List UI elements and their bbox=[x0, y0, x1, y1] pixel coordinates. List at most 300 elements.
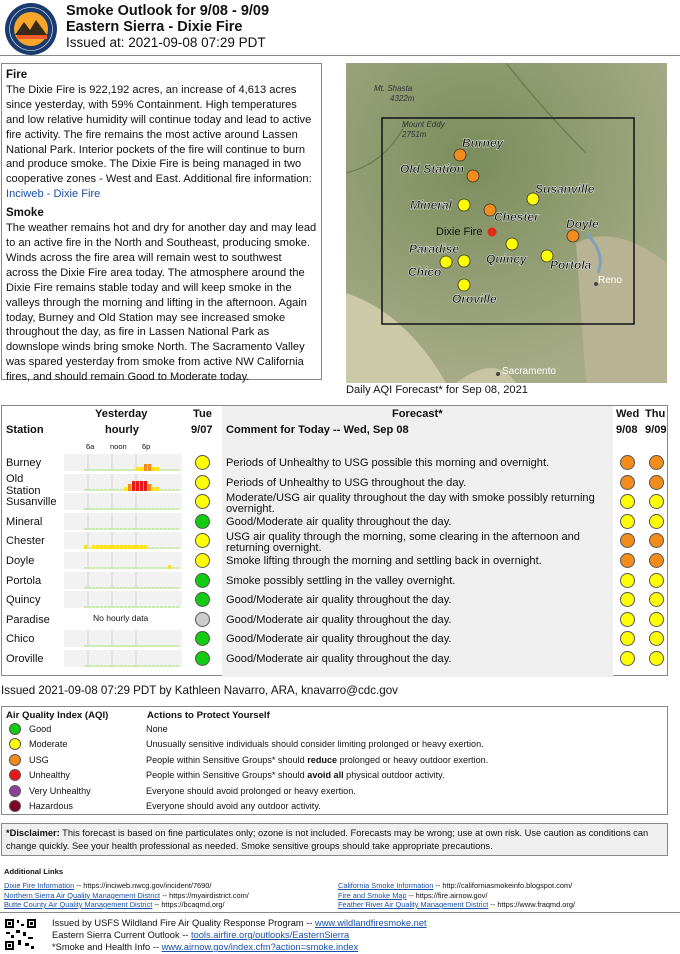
hourly-bar bbox=[100, 606, 103, 608]
station-name: Doyle bbox=[6, 555, 35, 567]
hourly-bar bbox=[132, 587, 135, 589]
aqi-action: Everyone should avoid prolonged or heavy exertion. bbox=[146, 785, 356, 796]
link-url: -- https://bcaqmd.org/ bbox=[152, 900, 225, 909]
hourly-bar bbox=[92, 645, 95, 647]
hourly-bar bbox=[88, 606, 91, 608]
link-item bbox=[4, 891, 249, 900]
link-url: -- https://inciweb.nwcg.gov/incident/7690/ bbox=[74, 881, 212, 890]
link-name[interactable]: Feather River Air Quality Management District bbox=[338, 900, 489, 909]
hourly-bar bbox=[160, 469, 163, 471]
hourly-bar bbox=[168, 489, 171, 491]
hourly-bar bbox=[156, 467, 159, 471]
hourly-bar bbox=[140, 567, 143, 569]
hourly-bar bbox=[136, 645, 139, 647]
hourly-bar bbox=[152, 606, 155, 608]
hourly-bar bbox=[172, 665, 175, 667]
hourly-bar bbox=[160, 547, 163, 549]
forecast-comment: Good/Moderate air quality throughout the day. bbox=[226, 613, 452, 626]
aqi-row bbox=[2, 753, 662, 768]
smoke-heading: Smoke bbox=[6, 207, 44, 220]
hourly-bar bbox=[148, 665, 151, 667]
hourly-bar bbox=[128, 484, 131, 491]
wed-aqi-dot bbox=[620, 631, 635, 646]
hourly-bar bbox=[136, 508, 139, 510]
hourly-bar bbox=[116, 508, 119, 510]
hourly-bar bbox=[132, 665, 135, 667]
hourly-bar bbox=[92, 587, 95, 589]
hourly-bar bbox=[104, 469, 107, 471]
tue-aqi-dot bbox=[195, 631, 210, 646]
dixie-fire-label: Dixie Fire bbox=[436, 226, 483, 238]
qr-code bbox=[4, 918, 37, 951]
forecast-comment: Periods of Unhealthy to USG possible this morning and overnight. bbox=[226, 457, 550, 469]
col-station: Station bbox=[6, 424, 44, 436]
forecast-comment: Good/Moderate air quality throughout the day. bbox=[226, 633, 452, 646]
hourly-sparkline bbox=[64, 630, 182, 647]
hourly-bar bbox=[124, 545, 127, 549]
hourly-sparkline bbox=[64, 454, 182, 471]
wed-aqi-dot bbox=[620, 514, 635, 529]
hourly-bar bbox=[88, 508, 91, 510]
hourly-bar bbox=[112, 665, 115, 667]
hourly-bar bbox=[132, 528, 135, 530]
hourly-bar bbox=[88, 567, 91, 569]
link-name[interactable]: Northern Sierra Air Quality Management District bbox=[4, 890, 161, 900]
hourly-bar bbox=[104, 567, 107, 569]
program-logo bbox=[3, 2, 59, 56]
hourly-bar bbox=[140, 587, 143, 589]
hourly-bar bbox=[84, 587, 87, 589]
spark-noon-label: noon bbox=[110, 442, 127, 451]
hourly-bar bbox=[136, 481, 139, 491]
link-name[interactable]: Dixie Fire Information bbox=[4, 881, 75, 890]
hourly-bar bbox=[104, 508, 107, 510]
hourly-bar bbox=[160, 665, 163, 667]
issued-time: Issued at: 2021-09-08 07:29 PDT bbox=[66, 35, 266, 50]
link-url: -- http://californiasmokeinfo.blogspot.com/ bbox=[433, 881, 573, 890]
forecast-comment: Good/Moderate air quality throughout the day. bbox=[226, 653, 452, 665]
hourly-bar bbox=[88, 489, 91, 491]
col-tue-date: 9/07 bbox=[191, 424, 213, 436]
hourly-bar bbox=[148, 567, 151, 569]
map-label-paradise: Paradise bbox=[409, 242, 460, 256]
aqi-action: People within Sensitive Groups* should avoid all physical outdoor activity. bbox=[146, 770, 445, 781]
hourly-bar bbox=[148, 606, 151, 608]
map-marker-mineral bbox=[458, 199, 470, 211]
mt-eddy-elevation: 2751m bbox=[402, 130, 427, 139]
map-label-chico: Chico bbox=[408, 265, 442, 279]
aqi-row bbox=[2, 737, 662, 752]
hourly-bar bbox=[148, 587, 151, 589]
hourly-bar bbox=[120, 528, 123, 530]
hourly-bar bbox=[108, 587, 111, 589]
hourly-bar bbox=[172, 528, 175, 530]
hourly-bar bbox=[176, 508, 179, 510]
hourly-bar bbox=[92, 528, 95, 530]
sacramento-label: Sacramento bbox=[502, 366, 556, 377]
hourly-bar bbox=[132, 567, 135, 569]
hourly-bar bbox=[128, 606, 131, 608]
spark-6a-label: 6a bbox=[86, 442, 95, 451]
forecast-row bbox=[2, 590, 667, 610]
hourly-bar bbox=[172, 645, 175, 647]
hourly-bar bbox=[176, 587, 179, 589]
map-label-susanville: Susanville bbox=[535, 182, 595, 196]
hourly-bar bbox=[156, 508, 159, 510]
map-marker-chico bbox=[458, 255, 470, 267]
hourly-bar bbox=[164, 567, 167, 569]
station-name: Paradise bbox=[6, 613, 50, 626]
wed-aqi-dot bbox=[620, 592, 635, 607]
hourly-bar bbox=[152, 528, 155, 530]
hourly-bar bbox=[124, 606, 127, 608]
aqi-color-dot bbox=[9, 723, 21, 735]
thu-aqi-dot bbox=[649, 455, 664, 470]
hourly-bar bbox=[84, 545, 87, 549]
hourly-bar bbox=[176, 665, 179, 667]
thu-aqi-dot bbox=[649, 494, 664, 509]
hourly-bar bbox=[148, 528, 151, 530]
col-wed: Wed bbox=[616, 408, 640, 420]
station-name: Susanville bbox=[6, 496, 57, 509]
hourly-bar bbox=[120, 508, 123, 510]
hourly-bar bbox=[88, 528, 91, 530]
col-hourly: hourly bbox=[105, 424, 139, 436]
thu-aqi-dot bbox=[649, 475, 664, 490]
header bbox=[0, 0, 680, 56]
hourly-bar bbox=[152, 547, 155, 549]
hourly-bar bbox=[108, 489, 111, 491]
hourly-bar bbox=[164, 528, 167, 530]
aqi-row bbox=[2, 768, 662, 783]
hourly-bar bbox=[176, 547, 179, 549]
hourly-bar bbox=[168, 606, 171, 608]
col-forecast: Forecast* bbox=[392, 408, 443, 420]
forecast-comment: Moderate/USG air quality throughout the day with smoke possibly returning overnight. bbox=[226, 492, 595, 516]
hourly-bar bbox=[144, 587, 147, 589]
hourly-bar bbox=[156, 547, 159, 549]
hourly-bar bbox=[112, 469, 115, 471]
station-name: Burney bbox=[6, 457, 42, 469]
link-item bbox=[4, 881, 211, 890]
hourly-bar bbox=[132, 508, 135, 510]
hourly-bar bbox=[84, 567, 87, 569]
col-tue: Tue bbox=[193, 408, 212, 420]
hourly-bar bbox=[164, 665, 167, 667]
hourly-bar bbox=[164, 547, 167, 549]
hourly-bar bbox=[128, 528, 131, 530]
forecast-row bbox=[2, 571, 667, 591]
hourly-bar bbox=[112, 508, 115, 510]
hourly-bar bbox=[92, 567, 95, 569]
hourly-bar bbox=[132, 545, 135, 549]
hourly-bar bbox=[176, 469, 179, 471]
map-marker-old-station bbox=[467, 170, 479, 182]
footer-line-2: Eastern Sierra Current Outlook -- tools.airfire.org/outlooks/EasternSierra bbox=[52, 930, 350, 940]
hourly-bar bbox=[124, 645, 127, 647]
hourly-bar bbox=[160, 567, 163, 569]
hourly-bar bbox=[112, 567, 115, 569]
hourly-bar bbox=[128, 645, 131, 647]
link-url: -- https://myairdistrict.com/ bbox=[160, 890, 249, 900]
map-marker-oroville bbox=[458, 279, 470, 291]
hourly-bar bbox=[156, 665, 159, 667]
tue-aqi-dot bbox=[195, 494, 210, 509]
map-marker-paradise bbox=[440, 256, 452, 268]
forecast-map bbox=[346, 63, 667, 383]
aqi-category: Moderate bbox=[29, 739, 68, 750]
hourly-bar bbox=[172, 587, 175, 589]
hourly-bar bbox=[100, 469, 103, 471]
hourly-bar bbox=[88, 665, 91, 667]
hourly-bar bbox=[124, 487, 127, 491]
hourly-bar bbox=[96, 587, 99, 589]
link-item bbox=[338, 900, 575, 909]
aqi-row bbox=[2, 784, 662, 799]
tue-aqi-dot bbox=[195, 475, 210, 490]
hourly-bar bbox=[156, 528, 159, 530]
hourly-bar bbox=[116, 665, 119, 667]
hourly-bar bbox=[104, 665, 107, 667]
hourly-bar bbox=[164, 489, 167, 491]
link-item bbox=[4, 900, 225, 909]
hourly-bar bbox=[164, 508, 167, 510]
hourly-sparkline bbox=[64, 532, 182, 549]
forecast-comment: Periods of Unhealthy to USG throughout the day. bbox=[226, 476, 467, 489]
hourly-bar bbox=[100, 645, 103, 647]
hourly-bar bbox=[120, 606, 123, 608]
hourly-bar bbox=[88, 587, 91, 589]
hourly-bar bbox=[116, 567, 119, 569]
hourly-bar bbox=[104, 489, 107, 491]
hourly-bar bbox=[96, 606, 99, 608]
hourly-bar bbox=[104, 528, 107, 530]
hourly-bar bbox=[172, 547, 175, 549]
hourly-bar bbox=[88, 645, 91, 647]
hourly-bar bbox=[136, 587, 139, 589]
map-marker-doyle bbox=[567, 230, 579, 242]
hourly-bar bbox=[124, 528, 127, 530]
hourly-bar bbox=[92, 665, 95, 667]
hourly-bar bbox=[136, 528, 139, 530]
hourly-bar bbox=[112, 528, 115, 530]
map-caption: Daily AQI Forecast* for Sep 08, 2021 bbox=[346, 384, 528, 396]
hourly-bar bbox=[96, 489, 99, 491]
hourly-bar bbox=[108, 665, 111, 667]
hourly-bar bbox=[96, 665, 99, 667]
hourly-bar bbox=[120, 489, 123, 491]
aqi-color-dot bbox=[9, 738, 21, 750]
forecast-comment: Good/Moderate air quality throughout the day. bbox=[226, 594, 452, 607]
wed-aqi-dot bbox=[620, 475, 635, 490]
hourly-bar bbox=[160, 587, 163, 589]
hourly-bar bbox=[108, 567, 111, 569]
additional-links bbox=[4, 867, 674, 909]
hourly-bar bbox=[136, 467, 139, 471]
hourly-bar bbox=[168, 547, 171, 549]
hourly-bar bbox=[172, 567, 175, 569]
link-item bbox=[338, 891, 488, 900]
spark-6p-label: 6p bbox=[142, 442, 151, 451]
hourly-bar bbox=[108, 545, 111, 549]
smoke-text: The weather remains hot and dry for another day and may lead to an active fire in the North and Southeast, producing smoke. Winds across the fire area will remain west to southwest across the Dixie Fire area today. The atmosphere around the Dixie Fire remains stable today and will keep smoke in the valleys through the morning and lifting in the afternoon. Again today, Burney and Old Station may see increased smoke throughout the day, as fire in Lassen National Park as downslope winds bring smoke North. The Sacramento Valley was spared yesterday from smoke from active NW California fires, and should remain Good to Moderate today. bbox=[6, 222, 317, 384]
fire-marker bbox=[488, 228, 497, 237]
hourly-bar bbox=[120, 469, 123, 471]
wildlandfiresmoke-link[interactable]: www.wildlandfiresmoke.net bbox=[315, 918, 427, 928]
hourly-bar bbox=[84, 489, 87, 491]
hourly-bar bbox=[148, 645, 151, 647]
hourly-bar bbox=[168, 587, 171, 589]
forecast-table bbox=[1, 405, 668, 676]
hourly-bar bbox=[120, 567, 123, 569]
thu-aqi-dot bbox=[649, 573, 664, 588]
hourly-bar bbox=[120, 645, 123, 647]
footer bbox=[0, 912, 680, 954]
thu-aqi-dot bbox=[649, 631, 664, 646]
hourly-bar bbox=[116, 587, 119, 589]
hourly-bar bbox=[136, 606, 139, 608]
no-hourly-data: No hourly data bbox=[93, 612, 149, 623]
forecast-row bbox=[2, 629, 667, 649]
aqi-category: USG bbox=[29, 754, 49, 765]
map-marker-burney bbox=[454, 149, 466, 161]
hourly-bar bbox=[152, 467, 155, 471]
hourly-bar bbox=[140, 467, 143, 471]
hourly-bar bbox=[108, 528, 111, 530]
map-label-chester: Chester bbox=[494, 210, 539, 224]
hourly-bar bbox=[144, 645, 147, 647]
hourly-bar bbox=[160, 606, 163, 608]
tue-aqi-dot bbox=[195, 573, 210, 588]
tue-aqi-dot bbox=[195, 455, 210, 470]
hourly-bar bbox=[128, 508, 131, 510]
hourly-sparkline bbox=[64, 552, 182, 569]
hourly-bar bbox=[124, 665, 127, 667]
hourly-bar bbox=[168, 469, 171, 471]
hourly-bar bbox=[128, 665, 131, 667]
hourly-bar bbox=[108, 645, 111, 647]
hourly-bar bbox=[156, 567, 159, 569]
map-label-quincy: Quincy bbox=[486, 252, 527, 266]
tue-aqi-dot bbox=[195, 592, 210, 607]
map-label-oroville: Oroville bbox=[452, 292, 497, 306]
hourly-bar bbox=[100, 508, 103, 510]
hourly-bar bbox=[124, 469, 127, 471]
hourly-bar bbox=[92, 508, 95, 510]
hourly-bar bbox=[164, 606, 167, 608]
aqi-color-dot bbox=[9, 800, 21, 812]
hourly-bar bbox=[108, 469, 111, 471]
hourly-bar bbox=[140, 528, 143, 530]
hourly-bar bbox=[100, 528, 103, 530]
links-title: Additional Links bbox=[4, 867, 64, 876]
hourly-bar bbox=[124, 508, 127, 510]
inciweb-link[interactable]: Inciweb - Dixie Fire bbox=[6, 188, 101, 201]
wed-aqi-dot bbox=[620, 455, 635, 470]
hourly-bar bbox=[96, 567, 99, 569]
thu-aqi-dot bbox=[649, 553, 664, 568]
thu-aqi-dot bbox=[649, 651, 664, 666]
hourly-bar bbox=[136, 567, 139, 569]
hourly-bar bbox=[100, 587, 103, 589]
wed-aqi-dot bbox=[620, 612, 635, 627]
map-label-old-station: Old Station bbox=[400, 162, 464, 176]
hourly-bar bbox=[96, 528, 99, 530]
hourly-bar bbox=[104, 587, 107, 589]
forecast-row bbox=[2, 472, 667, 497]
hourly-bar bbox=[160, 508, 163, 510]
hourly-bar bbox=[140, 508, 143, 510]
map-label-portola: Portola bbox=[550, 258, 592, 272]
hourly-bar bbox=[92, 545, 95, 549]
hourly-bar bbox=[152, 567, 155, 569]
aqi-action: Unusually sensitive individuals should consider limiting prolonged or heavy exertion. bbox=[146, 739, 484, 750]
aqi-action: Everyone should avoid any outdoor activity. bbox=[146, 801, 321, 811]
hourly-bar bbox=[176, 645, 179, 647]
hourly-sparkline bbox=[64, 513, 182, 530]
map-label-doyle: Doyle bbox=[566, 217, 599, 231]
hourly-bar bbox=[108, 606, 111, 608]
hourly-bar bbox=[116, 645, 119, 647]
reno-label: Reno bbox=[598, 275, 622, 286]
hourly-bar bbox=[148, 484, 151, 491]
mt-eddy-label: Mount Eddy bbox=[402, 120, 445, 129]
hourly-bar bbox=[144, 567, 147, 569]
hourly-bar bbox=[156, 645, 159, 647]
wed-aqi-dot bbox=[620, 533, 635, 548]
hourly-bar bbox=[168, 528, 171, 530]
hourly-bar bbox=[160, 489, 163, 491]
col-wed-date: 9/08 bbox=[616, 424, 638, 436]
hourly-bar bbox=[112, 645, 115, 647]
hourly-bar bbox=[144, 545, 147, 549]
link-name[interactable]: California Smoke Information bbox=[338, 881, 434, 890]
link-name[interactable]: Fire and Smoke Map bbox=[338, 890, 407, 900]
hourly-bar bbox=[136, 545, 139, 549]
hourly-bar bbox=[164, 645, 167, 647]
hourly-bar bbox=[128, 587, 131, 589]
hourly-bar bbox=[156, 587, 159, 589]
hourly-sparkline bbox=[64, 474, 182, 491]
hourly-bar bbox=[144, 665, 147, 667]
map-marker-quincy bbox=[506, 238, 518, 250]
hourly-bar bbox=[128, 469, 131, 471]
hourly-bar bbox=[144, 606, 147, 608]
hourly-bar bbox=[160, 528, 163, 530]
hourly-bar bbox=[160, 645, 163, 647]
airnow-smoke-link[interactable]: www.airnow.gov/index.cfm?action=smoke.index bbox=[161, 942, 359, 952]
discussion-panel bbox=[1, 63, 322, 384]
station-name: Portola bbox=[6, 574, 42, 587]
thu-aqi-dot bbox=[649, 592, 664, 607]
hourly-bar bbox=[96, 508, 99, 510]
thu-aqi-dot bbox=[649, 514, 664, 529]
terrain-map bbox=[346, 63, 667, 383]
forecast-row bbox=[2, 531, 667, 555]
hourly-bar bbox=[112, 587, 115, 589]
hourly-bar bbox=[112, 606, 115, 608]
hourly-bar bbox=[116, 545, 119, 549]
wed-aqi-dot bbox=[620, 573, 635, 588]
link-url: -- https://fire.airnow.gov/ bbox=[406, 890, 488, 900]
station-name: Mineral bbox=[6, 515, 43, 528]
aqi-row bbox=[2, 799, 662, 814]
disclaimer: *Disclaimer: This forecast is based on fine particulates only; ozone is not included. Forecasts may be wrong; use at own risk. Use caution as conditions can change quickly. See your health professional as needed. Smoke sensitive groups should take appropriate precautions. bbox=[1, 823, 668, 856]
link-name[interactable]: Butte County Air Quality Management District bbox=[4, 900, 153, 909]
col-yesterday: Yesterday bbox=[95, 408, 148, 420]
eastern-sierra-outlook-link[interactable]: tools.airfire.org/outlooks/EasternSierra bbox=[191, 930, 350, 940]
map-label-mineral: Mineral bbox=[410, 198, 453, 212]
